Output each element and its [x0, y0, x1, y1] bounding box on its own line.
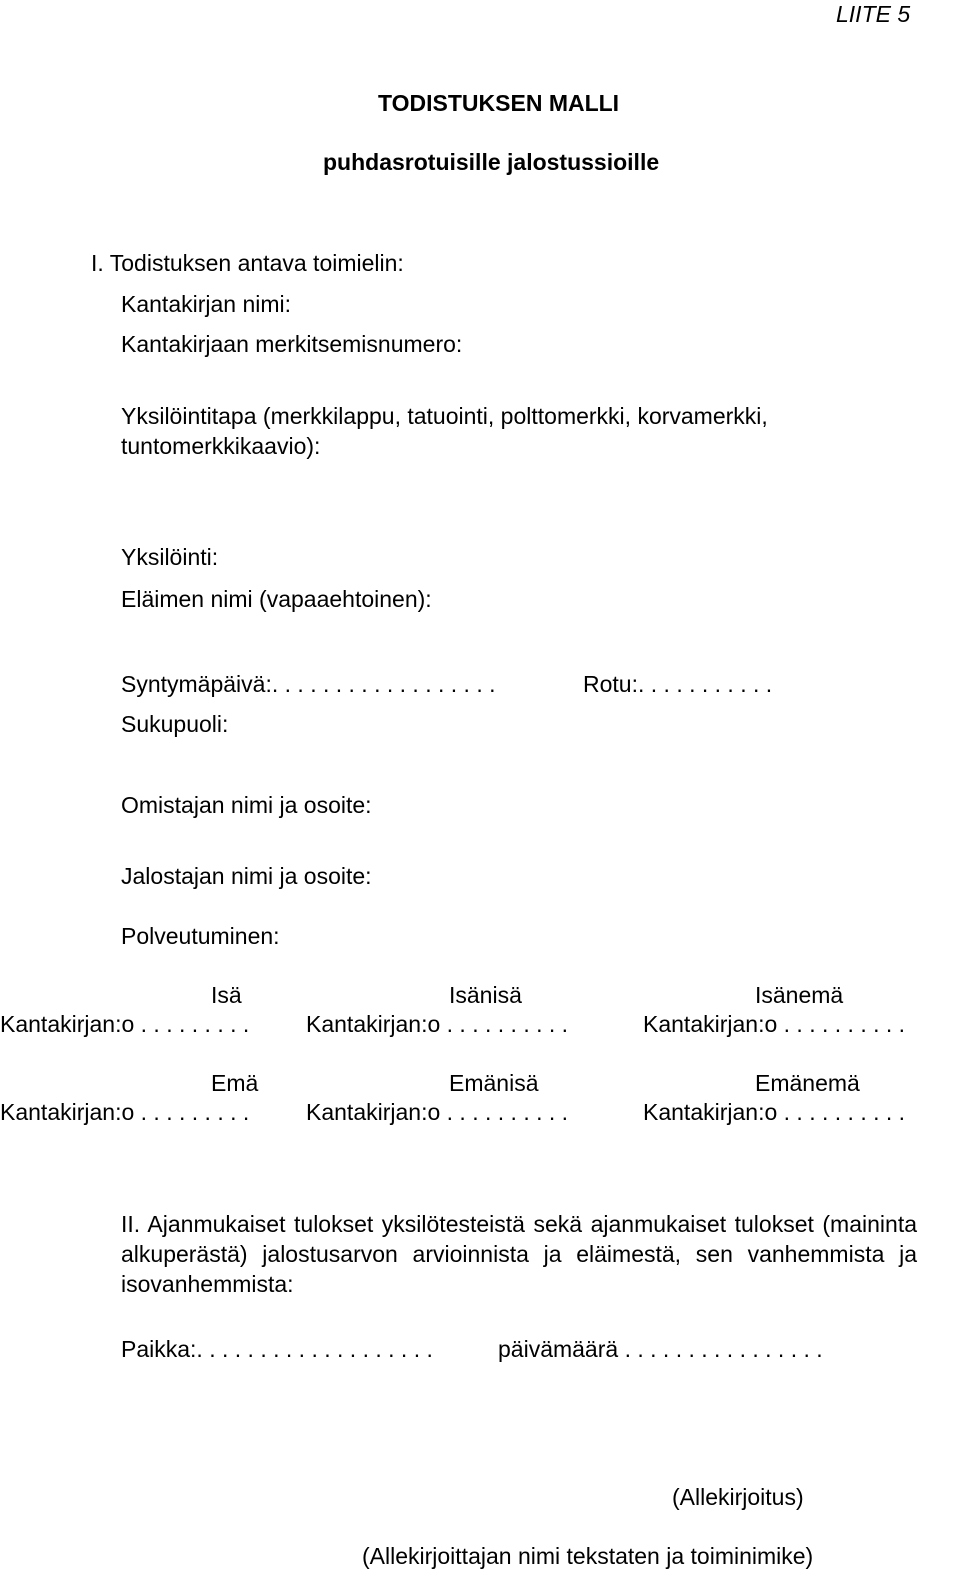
birth-date-field: Syntymäpäivä:. . . . . . . . . . . . . . . . . . — [121, 671, 496, 697]
annex-label: LIITE 5 — [836, 1, 911, 27]
pedigree-paternal-grandsire-entry: Kantakirjan:o . . . . . . . . . . — [306, 1011, 569, 1037]
sex-label: Sukupuoli: — [121, 711, 229, 737]
place-field: Paikka:. . . . . . . . . . . . . . . . . . . — [121, 1336, 433, 1362]
pedigree-maternal-granddam-header: Emänemä — [755, 1070, 860, 1096]
pedigree-paternal-granddam-header: Isänemä — [755, 982, 844, 1008]
pedigree-maternal-grandsire-entry: Kantakirjan:o . . . . . . . . . . — [306, 1099, 569, 1125]
identification-label: Yksilöinti: — [121, 544, 219, 570]
breed-field: Rotu:. . . . . . . . . . . — [583, 671, 773, 697]
document-subtitle: puhdasrotuisille jalostussioille — [323, 149, 660, 175]
signer-name-label: (Allekirjoittajan nimi tekstaten ja toiminimike) — [362, 1543, 814, 1569]
pedigree-sire-entry: Kantakirjan:o . . . . . . . . . — [0, 1011, 250, 1037]
animal-name-label: Eläimen nimi (vapaaehtoinen): — [121, 586, 432, 612]
owner-label: Omistajan nimi ja osoite: — [121, 792, 372, 818]
registration-number-label: Kantakirjaan merkitsemisnumero: — [121, 331, 463, 357]
identification-method-label-cont: tuntomerkkikaavio): — [121, 433, 321, 459]
date-field: päivämäärä . . . . . . . . . . . . . . . . — [498, 1336, 823, 1362]
document-title: TODISTUKSEN MALLI — [378, 90, 620, 116]
pedigree-sire-header: Isä — [211, 982, 242, 1008]
pedigree-maternal-granddam-entry: Kantakirjan:o . . . . . . . . . . — [643, 1099, 906, 1125]
pedigree-dam-entry: Kantakirjan:o . . . . . . . . . — [0, 1099, 250, 1125]
pedigree-dam-header: Emä — [211, 1070, 259, 1096]
signature-label: (Allekirjoitus) — [672, 1484, 804, 1510]
section-1-heading: I. Todistuksen antava toimielin: — [91, 250, 404, 276]
pedigree-label: Polveutuminen: — [121, 923, 280, 949]
pedigree-maternal-grandsire-header: Emänisä — [449, 1070, 539, 1096]
herd-book-name-label: Kantakirjan nimi: — [121, 291, 292, 317]
pedigree-paternal-grandsire-header: Isänisä — [449, 982, 522, 1008]
breeder-label: Jalostajan nimi ja osoite: — [121, 863, 372, 889]
section-2-text: II. Ajanmukaiset tulokset yksilötesteistä sekä ajanmukaiset tulokset (maininta alkuperästä) jalostusarvon arvioinnista ja eläimestä, sen vanhemmista ja isovanhemmista: — [121, 1211, 917, 1297]
identification-method-label: Yksilöintitapa (merkkilappu, tatuointi, polttomerkki, korvamerkki, — [121, 403, 768, 429]
pedigree-paternal-granddam-entry: Kantakirjan:o . . . . . . . . . . — [643, 1011, 906, 1037]
